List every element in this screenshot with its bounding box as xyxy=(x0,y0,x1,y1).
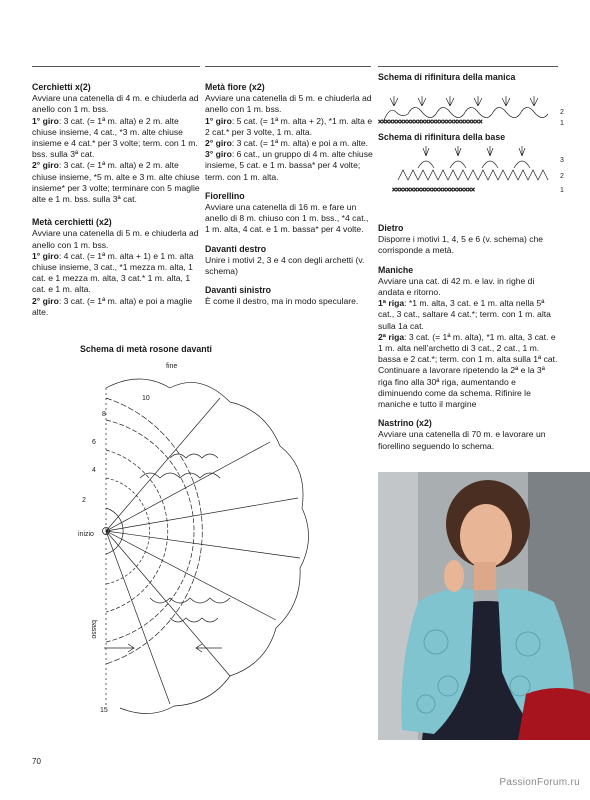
row-text: : 3 cat. (= 1ª m. alta) e poi a maglie alte. xyxy=(32,295,193,317)
row-label: 1° giro xyxy=(205,115,232,126)
section-fiorellino xyxy=(205,191,373,236)
top-rule-right xyxy=(378,66,558,67)
row-text: : 3 cat. (= 1ª m. alta) e poi a m. alte. xyxy=(231,138,369,149)
section-nastrino xyxy=(378,418,558,452)
section-intro: È come il destro, ma in modo speculare. xyxy=(205,296,359,307)
row-instruction xyxy=(205,138,373,149)
section-intro: Avviare una catenella di 4 m. e chiuderla ad anello con 1 m. bss. xyxy=(32,93,199,115)
section-title: Metà fiore (x2) xyxy=(205,82,265,92)
section-title: Davanti sinistro xyxy=(205,285,271,296)
row-instruction xyxy=(378,332,558,366)
svg-text:×××××××××××××××××××××××: ××××××××××××××××××××××× xyxy=(392,187,475,194)
row-number: 10 xyxy=(142,395,150,402)
row-label: 2° giro xyxy=(32,295,59,306)
row-text: : 5 cat. (= 1ª m. alta + 2), *1 m. alta e 2 cat.* per 3 volte, 1 m. alta. xyxy=(205,115,373,137)
section-intro: Avviare una catenella di 70 m. e lavorare un fiorellino seguendo lo schema. xyxy=(378,429,546,451)
row-number: 1 xyxy=(560,120,564,127)
row-text: : *1 m. alta, 3 cat. e 1 m. alta nella 5ª cat., 3 cat., saltare 4 cat.*; term. con 1 m. alta sulla 1a cat. xyxy=(378,298,551,331)
section-title: Fiorellino xyxy=(205,190,245,201)
row-instruction xyxy=(378,298,558,332)
schema-manica-title: Schema di rifinitura della manica xyxy=(378,72,516,82)
row-label: 2ª riga xyxy=(378,331,405,342)
label-inizio: inizio xyxy=(78,531,94,538)
section-title: Davanti destro xyxy=(205,243,267,254)
label-fine: fine xyxy=(166,363,178,370)
row-number: 15 xyxy=(100,707,108,714)
section-title: Dietro xyxy=(378,223,404,233)
row-label: 1° giro xyxy=(32,115,59,126)
row-number: 6 xyxy=(92,439,96,446)
schema-rosone-diagram xyxy=(70,358,330,728)
section-intro: Avviare una cat. di 42 m. e lav. in righe di andata e ritorno. xyxy=(378,275,535,298)
section-intro: Unire i motivi 2, 3 e 4 con degli archetti (v. schema) xyxy=(205,254,365,277)
row-number: 3 xyxy=(560,157,564,164)
row-label: 1ª riga xyxy=(378,298,405,309)
section-meta-cerchietti xyxy=(32,217,200,318)
top-rule-left xyxy=(32,66,200,67)
page-number: 70 xyxy=(32,757,41,766)
schema-base-diagram xyxy=(378,142,578,194)
row-text: : 3 cat. (= 1ª m. alta) e 2 m. alte chiuse insieme, 4 cat., *3 m. alte chiuse insieme e 4 cat.* per 3 volte; term. con 1 m. bss. sulla 3ª cat. xyxy=(32,115,198,160)
section-cerchietti xyxy=(32,82,200,205)
section-title: Metà cerchietti (x2) xyxy=(32,217,112,228)
row-text: : 6 cat., un gruppo di 4 m. alte chiuse insieme, 5 cat. e 1 m. bassa* per 4 volte; term. con 1 m. alta. xyxy=(205,149,373,182)
row-label: 3° giro xyxy=(205,149,232,160)
row-number: 1 xyxy=(560,187,564,194)
model-photo-illustration xyxy=(378,472,590,740)
row-label: 2° giro xyxy=(205,138,232,149)
schema-rosone-title: Schema di metà rosone davanti xyxy=(80,344,212,354)
section-dietro xyxy=(378,223,558,257)
row-instruction xyxy=(205,149,373,183)
section-title: Cerchietti x(2) xyxy=(32,82,91,92)
schema-manica-diagram xyxy=(378,86,578,128)
row-instruction xyxy=(205,116,373,138)
row-instruction xyxy=(32,160,200,205)
row-number: 2 xyxy=(560,173,564,180)
row-instruction xyxy=(32,251,200,296)
svg-text:×××××××××××××××××××××××××××××: ××××××××××××××××××××××××××××× xyxy=(378,119,483,126)
row-label: 2° giro xyxy=(32,160,59,171)
section-meta-fiore xyxy=(205,82,373,183)
row-text: : 4 cat. (= 1ª m. alta + 1) e 1 m. alta chiuse insieme, 3 cat., *1 mezza m. alta, 1 cat. e 1 mezza m. alta, 3 cat.* 1 m. alta, 1 cat. e 1 m. alta. xyxy=(32,250,194,295)
row-instruction xyxy=(32,296,200,318)
section-intro: Avviare una catenella di 5 m. e chiuderla ad anello con 1 m. bss. xyxy=(205,93,372,115)
section-davanti-sinistro xyxy=(205,285,373,307)
section-intro: Avviare una catenella di 5 m. e chiuderla ad anello con 1 m. bss. xyxy=(32,228,199,250)
section-intro: Avviare una catenella di 16 m. e fare un anello di 8 m. chiuso con 1 m. bss., *4 cat., 1 m. alta, 4 cat. e 1 m. bassa* per 4 volte. xyxy=(205,202,369,235)
section-maniche xyxy=(378,265,558,411)
row-instruction xyxy=(32,116,200,161)
model-photo xyxy=(378,472,590,740)
label-basso: basso xyxy=(90,620,97,639)
row-number: 4 xyxy=(92,467,96,474)
text-column-2 xyxy=(205,82,373,316)
row-text: : 3 cat. (= 1ª m. alta) e 2 m. alte chiuse insieme, *5 m. alte e 3 m. alte chiuse insieme* per 3 volte; terminare con 5 maglie alte e 1 m. bss. sulla 3ª cat. xyxy=(32,160,200,205)
section-title: Maniche xyxy=(378,264,414,275)
schema-base-title: Schema di rifinitura della base xyxy=(378,132,506,142)
text-column-3 xyxy=(378,223,558,460)
section-outro: Continuare a lavorare ripetendo la 2ª e la 3ª riga fino alla 30ª riga, aumentando e diminuendo come da schema. Rifinire le maniche e tutto il margine xyxy=(378,365,545,410)
row-label: 1° giro xyxy=(32,250,59,261)
row-number: 2 xyxy=(82,497,86,504)
section-davanti-destro xyxy=(205,244,373,278)
text-column-1 xyxy=(32,82,200,326)
section-intro: Disporre i motivi 1, 4, 5 e 6 (v. schema) che corrisponde a metà. xyxy=(378,234,544,256)
top-rule-mid xyxy=(205,66,371,67)
row-number: 2 xyxy=(560,109,564,116)
watermark: PassionForum.ru xyxy=(499,777,580,788)
section-title: Nastrino (x2) xyxy=(378,418,432,429)
row-number: 8 xyxy=(102,411,106,418)
row-text: : 3 cat. (= 1ª m. alta), *1 m. alta, 3 cat. e 1 m. alta nell'archetto di 3 cat., 2 cat., 1 m. bassa e 2 cat.*; term. con 1 m. alta sulla 1ª cat. xyxy=(378,331,558,365)
